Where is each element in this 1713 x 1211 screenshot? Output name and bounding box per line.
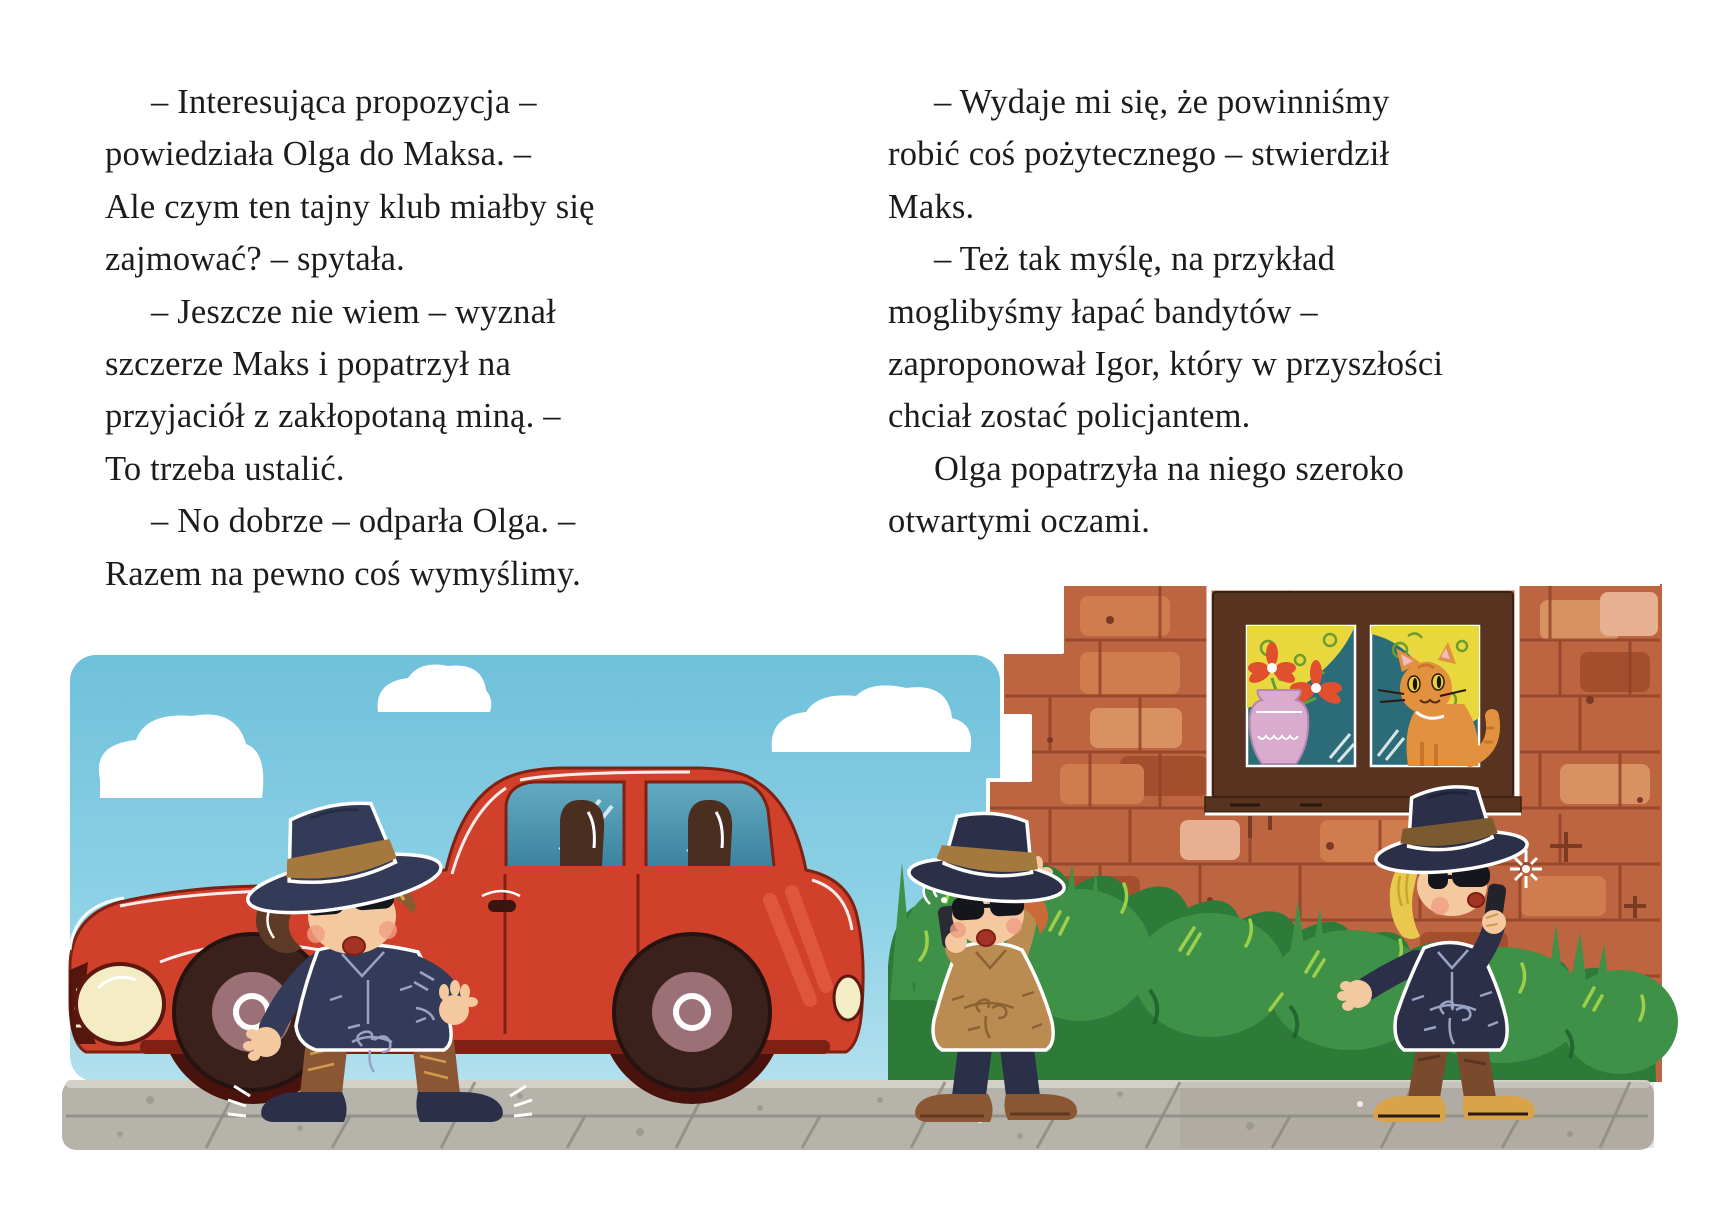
story-line: – Też tak myślę, na przykład [934, 240, 1336, 279]
story-line: powiedziała Olga do Maksa. – [105, 135, 532, 174]
story-line: Ale czym ten tajny klub miałby się [105, 187, 595, 226]
story-line: – Jeszcze nie wiem – wyznał [151, 292, 556, 331]
story-line: otwartymi oczami. [888, 502, 1151, 541]
mouth [977, 930, 995, 946]
story-line: zajmować? – spytała. [105, 240, 405, 279]
story-line: przyjaciół z zakłopotaną miną. – [105, 397, 561, 436]
story-line: Maks. [888, 187, 975, 226]
window [1205, 588, 1521, 814]
car-seat-headrest [688, 800, 732, 866]
car-seat-headrest [560, 800, 604, 866]
story-line: – Interesująca propozycja – [151, 83, 537, 121]
story-line: – No dobrze – odparła Olga. – [151, 502, 576, 541]
story-line: – Wydaje mi się, że powinniśmy [934, 83, 1390, 121]
story-line: moglibyśmy łapać bandytów – [888, 292, 1318, 331]
story-line: Razem na pewno coś wymyślimy. [105, 554, 581, 593]
tail-light-icon [834, 976, 862, 1020]
story-line: szczerze Maks i popatrzył na [105, 344, 511, 383]
mouth [343, 937, 365, 955]
rear-wheel [614, 934, 770, 1090]
story-line: chciał zostać policjantem. [888, 397, 1251, 436]
story-line: To trzeba ustalić. [105, 449, 345, 488]
story-line: robić coś pożytecznego – stwierdził [888, 135, 1390, 174]
car-door-handle [488, 900, 516, 912]
story-line: zaproponował Igor, który w przyszłości [888, 344, 1444, 383]
story-line: Olga popatrzyła na niego szeroko [934, 449, 1405, 488]
mouth [1468, 893, 1484, 907]
